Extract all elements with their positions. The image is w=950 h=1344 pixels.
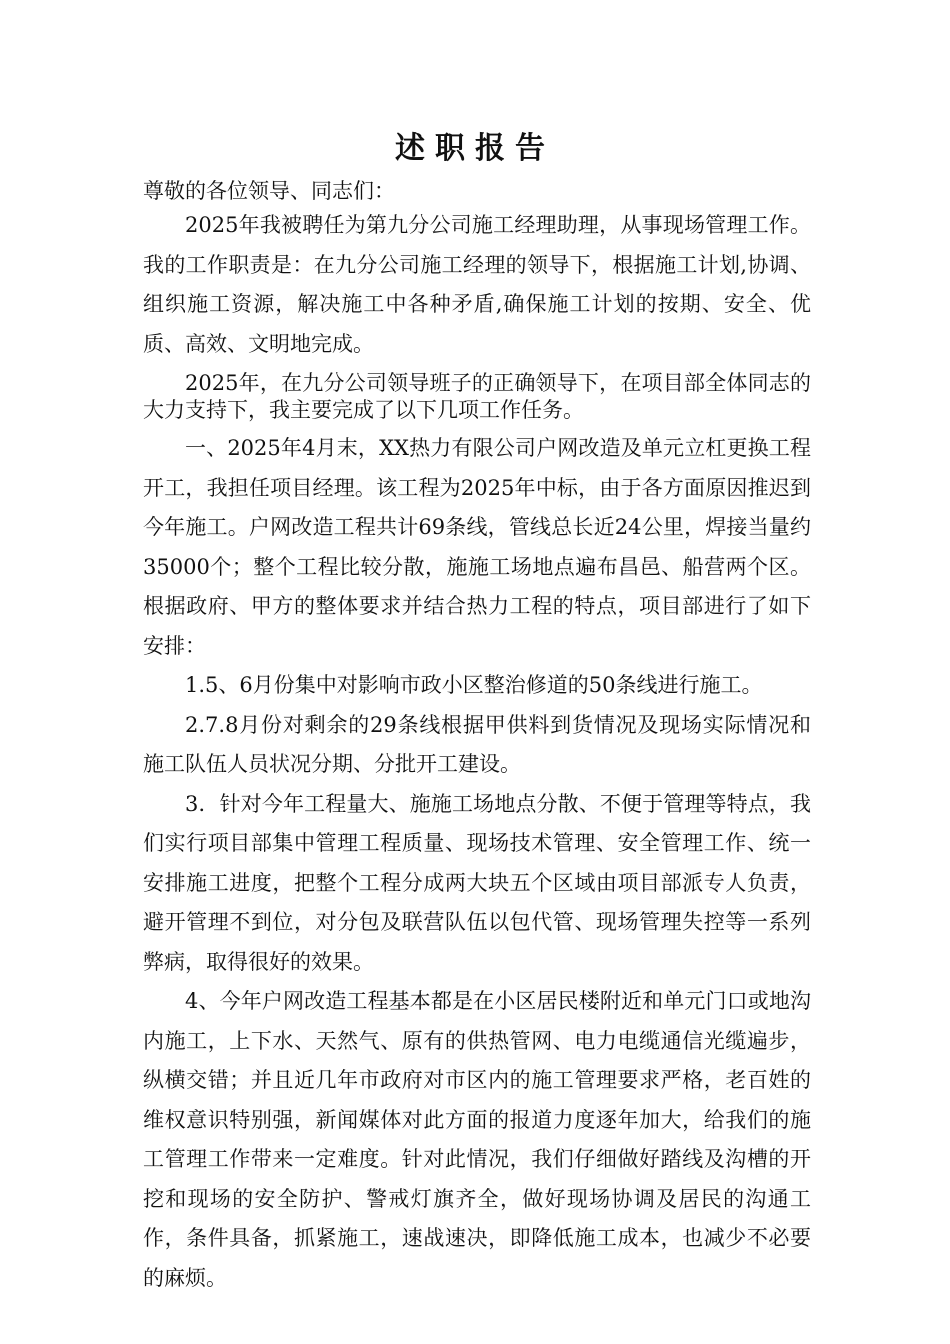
paragraph-item-1: 1.5、6月份集中对影响市政小区整治修道的50条线进行施工。 [185,673,763,697]
document-title: 述职报告 [395,131,555,166]
document-body [143,176,811,1298]
greeting-line: 尊敬的各位领导、同志们： [143,179,395,203]
paragraph-item-3: 3．针对今年工程量大、施施工场地点分散、不便于管理等特点，我们实行项目部集中管理工程质量、现场技术管理、安全管理工作、统一安排施工进度，把整个工程分成两大块五个区域由项目部派专人负责，避开管理不到位，对分包及联营队伍以包代管、现场管理失控等一系列弊病，取得很好的效果。 [143,791,811,974]
paragraph-summary-intro: 2025年，在九分公司领导班子的正确领导下，在项目部全体同志的大力支持下，我主要完成了以下几项工作任务。 [143,371,811,422]
paragraph-item-2: 2.7.8月份对剩余的29条线根据甲供料到货情况及现场实际情况和施工队伍人员状况分期、分批开工建设。 [143,712,811,776]
paragraph-duties: 2025年我被聘任为第九分公司施工经理助理，从事现场管理工作。我的工作职责是：在九分公司施工经理的领导下，根据施工计划,协调、组织施工资源，解决施工中各种矛盾,确保施工计划的按期、安全、优质、高效、文明地完成。 [143,213,811,356]
paragraph-item-4: 4、今年户网改造工程基本都是在小区居民楼附近和单元门口或地沟内施工，上下水、天然气、原有的供热管网、电力电缆通信光缆遍步，纵横交错；并且近几年市政府对市区内的施工管理要求严格，老百姓的维权意识特别强，新闻媒体对此方面的报道力度逐年加大，给我们的施工管理工作带来一定难度。针对此情况，我们仔细做好踏线及沟槽的开挖和现场的安全防护、警戒灯旗齐全，做好现场协调及居民的沟通工作，条件具备，抓紧施工，速战速决，即降低施工成本，也减少不必要的麻烦。 [143,989,811,1290]
paragraph-project-overview: 一、2025年4月末，XX热力有限公司户网改造及单元立杠更换工程开工，我担任项目经理。该工程为2025年中标，由于各方面原因推迟到今年施工。户网改造工程共计69条线，管线总长近24公里，焊接当量约35000个；整个工程比较分散，施施工场地点遍布昌邑、船营两个区。根据政府、甲方的整体要求并结合热力工程的特点，项目部进行了如下安排： [143,436,811,658]
